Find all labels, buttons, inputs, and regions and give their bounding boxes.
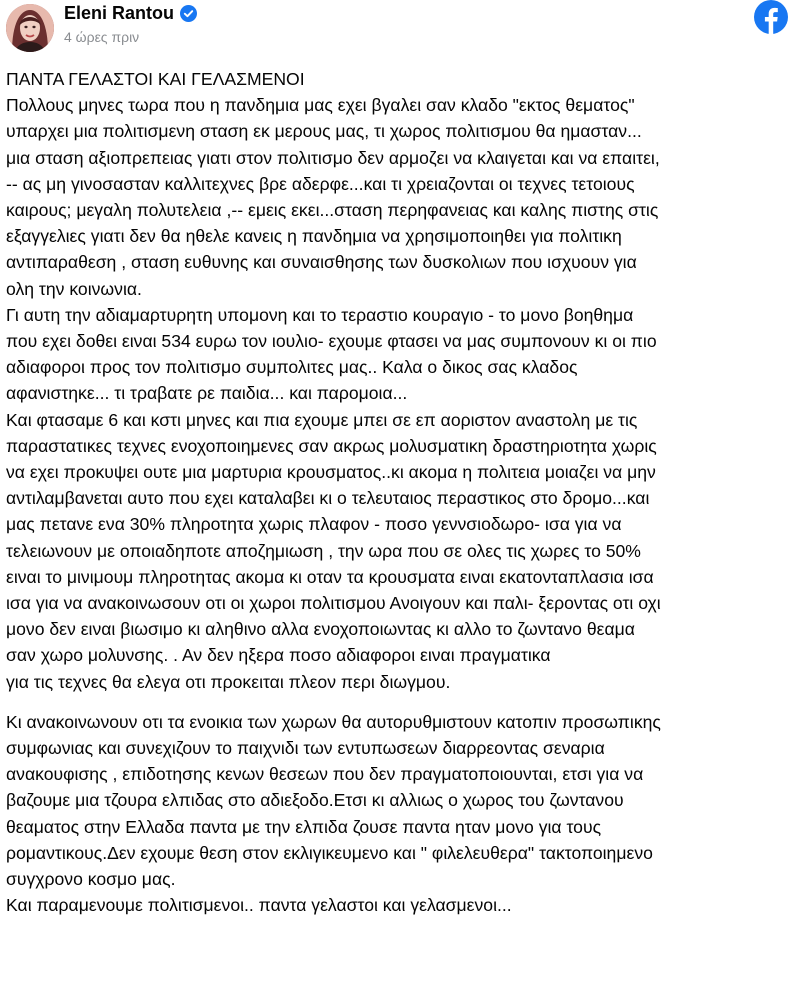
- post-line: ισα για να ανακοινωσουν οτι οι χωροι πολιτισμου Ανοιγουν και παλι- ξεροντας οτι οχι: [6, 593, 661, 614]
- post-line: Κι ανακοινωνουν οτι τα ενοικια των χωρων θα αυτορυθμιστουν κατοπιν προσωπικης: [6, 711, 661, 732]
- post-line: αντιπαραθεση , σταση ευθυνης και συναισθησης των δυσκολιων που ισχυουν για: [6, 252, 637, 273]
- post-line: Πολλους μηνες τωρα που η πανδημια μας εχει βγαλει σαν κλαδο "εκτος θεματος": [6, 95, 635, 116]
- post-text: [6, 66, 796, 919]
- post-line: υπαρχει μια πολιτισμενη σταση εκ μερους μας, τι χωρος πολιτισμου θα ημασταν...: [6, 121, 642, 142]
- post-line: τελειωνουν με οποιαδηποτε αποζημιωση , την ωρα που σε ολες τις χωρες το 50%: [6, 540, 641, 561]
- verified-badge-icon: [180, 5, 197, 22]
- post-line: καιρους; μεγαλη πολυτελεια ,-- εμεις εκει...σταση περηφανειας και καλης πιστης στις: [6, 200, 659, 221]
- post-line: που εχει δοθει ειναι 534 ευρω τον ιουλιο- εχουμε φτασει να μας συμπονουν κι οι πιο: [6, 331, 657, 352]
- post-line: Γι αυτη την αδιαμαρτυρητη υπομονη και το τεραστιο κουραγιο - το μονο βοηθημα: [6, 304, 634, 325]
- post-line: ανακουφισης , επιδοτησης κενων θεσεων που δεν πραγματοποιουνται, ετσι για να: [6, 764, 644, 785]
- post-line: θεαματος στην Ελλαδα παντα με την ελπιδα ζουσε παντα ηταν μονο για τους: [6, 816, 602, 837]
- post-header: [0, 0, 800, 60]
- post-line: σαν χωρο μολυνσης. . Αν δεν ηξερα ποσο αδιαφοροι ειναι πραγματικα: [6, 645, 551, 666]
- post-line: ειναι το μινιμουμ πληροτητας ακομα κι οταν τα κρουσματα ειναι εκατονταπλασια ισα: [6, 566, 654, 587]
- post-line: ΠΑΝΤΑ ΓΕΛΑΣΤΟΙ ΚΑΙ ΓΕΛΑΣΜΕΝΟΙ: [6, 69, 305, 89]
- post-line: -- ας μη γινοσασταν καλλιτεχνες βρε αδερφε...και τι χρειαζονται οι τεχνες τετοιους: [6, 173, 635, 194]
- post-line: για τις τεχνες θα ελεγα οτι προκειται πλεον περι διωγμου.: [6, 671, 451, 692]
- post-line: συμφωνιας και συνεχιζουν το παιχνιδι των εντυπωσεων διαρρεοντας σεναρια: [6, 738, 605, 759]
- post-line: Και φτασαμε 6 και κστι μηνες και πια εχουμε μπει σε επ αοριστον αναστολη με τις: [6, 409, 638, 430]
- post-line: ρομαντικους.Δεν εχουμε θεση στον εκλιγικευμενο και " φιλελευθερα" τακτοποιημενο: [6, 842, 653, 863]
- author-name-row[interactable]: [64, 2, 197, 24]
- avatar[interactable]: [6, 4, 54, 52]
- post-line: συγχρονο κοσμο μας.: [6, 869, 176, 890]
- facebook-logo-icon: [754, 0, 788, 34]
- post-line: αντιλαμβανεται αυτο που εχει καταλαβει κι ο τελευταιος περαστικος στο δρομο...και: [6, 488, 650, 509]
- post-line: παραστατικες τεχνες ενοχοποιημενες σαν ακρως μολυσματικη δραστηριοτητα χωρις: [6, 435, 657, 456]
- post-line: αφανιστηκε... τι τραβατε ρε παιδια... και παρομοια...: [6, 383, 408, 404]
- post-line: μας πετανε ενα 30% πληροτητα χωρις πλαφον - ποσο γεννσιοδωρο- ισα για να: [6, 514, 622, 535]
- post-line: αδιαφοροι προς τον πολιτισμο συμπολιτες μας.. Καλα ο δικος σας κλαδος: [6, 357, 578, 378]
- post-line: Και παραμενουμε πολιτισμενοι.. παντα γελαστοι και γελασμενοι...: [6, 895, 512, 916]
- post-line: ολη την κοινωνια.: [6, 278, 142, 299]
- post-line: βαζουμε μια τζουρα ελπιδας στο αδιεξοδο.Ετσι κι αλλιως ο χωρος του ζωντανου: [6, 790, 624, 811]
- post-timestamp[interactable]: 4 ώρες πριν: [64, 29, 140, 45]
- post-line: να εχει προκυψει ουτε μια μαρτυρια κρουσματος..κι ακομα η πολιτεια μοιαζει να μην: [6, 462, 656, 483]
- post-line: μονο δεν ειναι βιωσιμο κι αληθινο αλλα ενοχοποιωντας κι αλλο το ζωντανο θεαμα: [6, 619, 635, 640]
- post-line: μια σταση αξιοπρεπειας γιατι στον πολιτισμο δεν αρμοζει να κλαιγεται και να επαιτει,: [6, 147, 660, 168]
- post-line: εξαγγελιες γιατι δεν θα ηθελε κανεις η πανδημια να χρησιμοποιηθει για πολιτικη: [6, 226, 622, 247]
- author-name[interactable]: Eleni Rantou: [64, 3, 175, 23]
